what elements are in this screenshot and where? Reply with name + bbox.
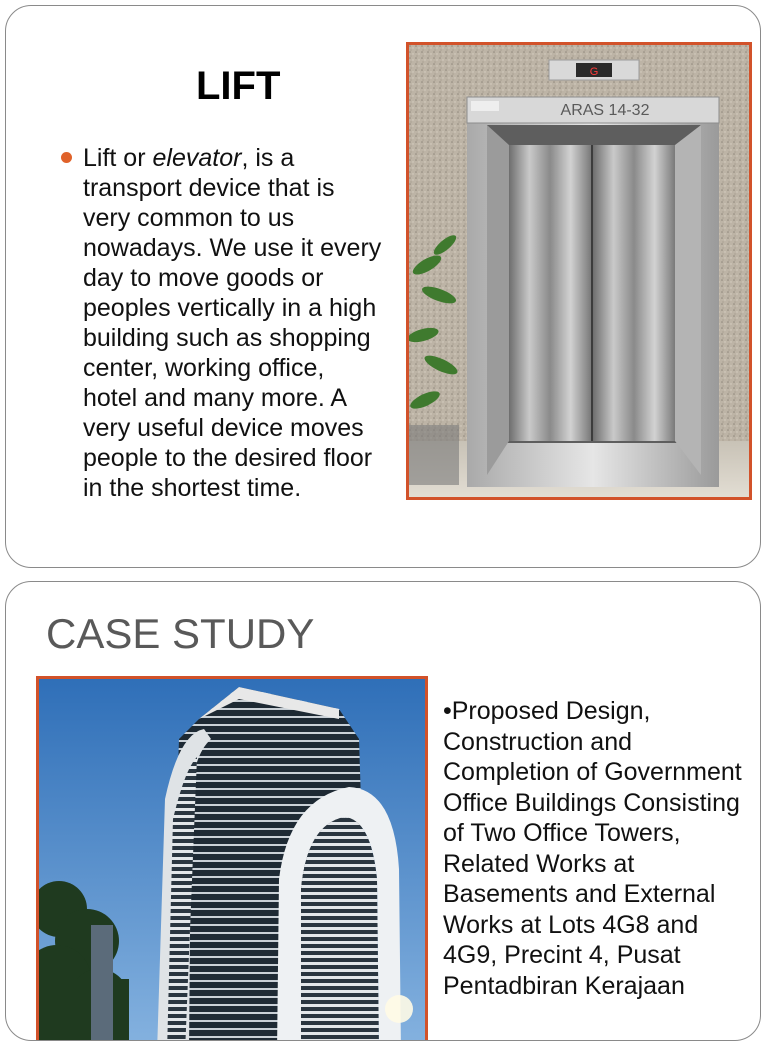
- svg-text:ARAS 14-32: ARAS 14-32: [560, 102, 650, 119]
- svg-text:G: G: [589, 66, 599, 78]
- slide-title: LIFT: [196, 64, 281, 108]
- slide-lift: [5, 5, 761, 568]
- building-photo: [36, 676, 428, 1041]
- emphasis-elevator: elevator: [152, 144, 242, 172]
- slide-case-study: [5, 581, 761, 1041]
- bullet-dot-icon: [61, 152, 72, 163]
- case-study-text: •Proposed Design, Construction and Completion of Government Office Buildings Consisting of Two Office Towers, Related Works at Basements and External Works at Lots 4G8 and 4G9, Precint 4, Pusat Pentadbiran Kerajaan: [443, 697, 742, 1000]
- bullet-text: Lift or elevator, is a transport device that is very common to us nowadays. We use it every day to move goods or peoples vertically in a high building such as shopping center, working office, hotel and many more. A very useful device moves people to the desired floor in the shortest time.: [83, 144, 382, 502]
- elevator-photo: [406, 42, 752, 500]
- slide-title: CASE STUDY: [46, 610, 315, 657]
